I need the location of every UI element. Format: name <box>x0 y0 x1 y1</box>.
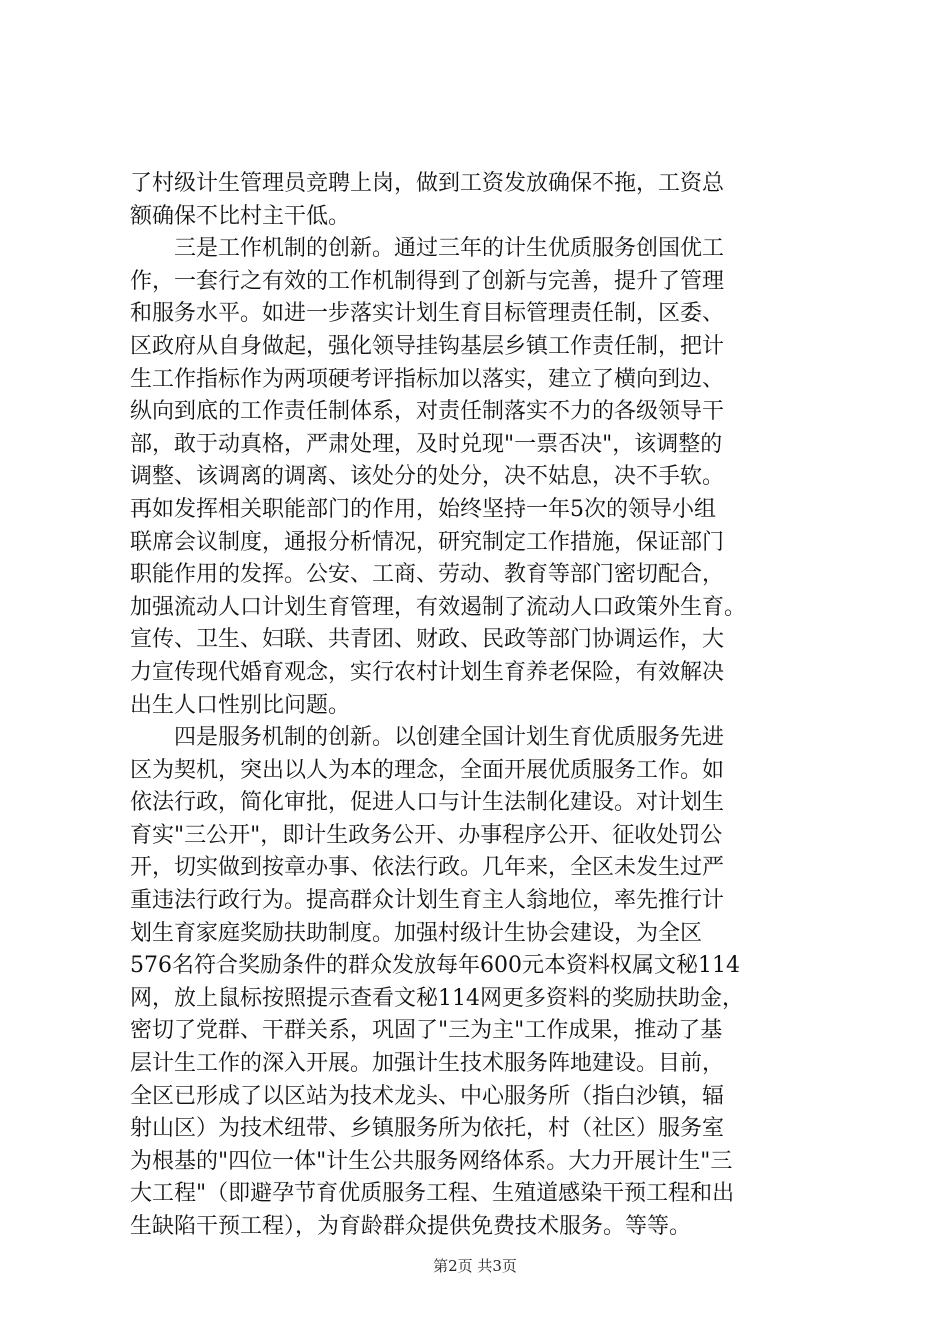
text-line: 开，切实做到按章办事、依法行政。几年来，全区未发生过严 <box>130 855 725 881</box>
text-line: 大工程"（即避孕节育优质服务工程、生殖道感染干预工程和出 <box>130 1181 735 1207</box>
text-line: 额确保不比村主干低。 <box>130 203 351 229</box>
page-number-footer: 第2页 共3页 <box>433 1257 517 1275</box>
text-line: 网，放上鼠标按照提示查看文秘114网更多资料的奖励扶助金， <box>130 985 744 1011</box>
text-line: 576名符合奖励条件的群众发放每年600元本资料权属文秘114 <box>130 953 740 979</box>
text-line: 联席会议制度，通报分析情况，研究制定工作措施，保证部门 <box>130 529 725 555</box>
text-line: 划生育家庭奖励扶助制度。加强村级计生协会建设，为全区 <box>130 920 703 946</box>
text-line: 育实"三公开"，即计生政务公开、办事程序公开、征收处罚公 <box>130 822 723 848</box>
text-line: 层计生工作的深入开展。加强计生技术服务阵地建设。目前， <box>130 1051 725 1077</box>
text-line: 区政府从自身做起，强化领导挂钩基层乡镇工作责任制，把计 <box>130 333 725 359</box>
text-line: 职能作用的发挥。公安、工商、劳动、教育等部门密切配合， <box>130 562 725 588</box>
text-line: 密切了党群、干群关系，巩固了"三为主"工作成果，推动了基 <box>130 1018 723 1044</box>
text-line: 为根基的"四位一体"计生公共服务网络体系。大力开展计生"三 <box>130 1148 733 1174</box>
text-line: 生工作指标作为两项硬考评指标加以落实，建立了横向到边、 <box>130 366 725 392</box>
text-line: 加强流动人口计划生育管理，有效遏制了流动人口政策外生育。 <box>130 594 747 620</box>
text-line: 和服务水平。如进一步落实计划生育目标管理责任制，区委、 <box>130 301 725 327</box>
text-line: 力宣传现代婚育观念，实行农村计划生育养老保险，有效解决 <box>130 659 725 685</box>
text-line: 四是服务机制的创新。以创建全国计划生育优质服务先进 <box>130 725 725 751</box>
text-line: 部，敢于动真格，严肃处理，及时兑现"一票否决"，该调整的 <box>130 431 723 457</box>
text-line: 全区已形成了以区站为技术龙头、中心服务所（指白沙镇，辐 <box>130 1083 725 1109</box>
text-line: 三是工作机制的创新。通过三年的计生优质服务创国优工 <box>130 236 725 262</box>
text-line: 出生人口性别比问题。 <box>130 692 351 718</box>
text-line: 射山区）为技术纽带、乡镇服务所为依托，村（社区）服务室 <box>130 1116 725 1142</box>
text-line: 再如发挥相关职能部门的作用，始终坚持一年5次的领导小组 <box>130 496 716 522</box>
text-line: 重违法行政行为。提高群众计划生育主人翁地位，率先推行计 <box>130 888 725 914</box>
text-line: 宣传、卫生、妇联、共青团、财政、民政等部门协调运作，大 <box>130 627 725 653</box>
body-text <box>130 168 830 1244</box>
text-line: 作，一套行之有效的工作机制得到了创新与完善，提升了管理 <box>130 268 725 294</box>
text-line: 纵向到底的工作责任制体系，对责任制落实不力的各级领导干 <box>130 399 725 425</box>
text-line: 调整、该调离的调离、该处分的处分，决不姑息，决不手软。 <box>130 464 725 490</box>
text-line: 区为契机，突出以人为本的理念，全面开展优质服务工作。如 <box>130 757 725 783</box>
text-line: 依法行政，简化审批，促进人口与计生法制化建设。对计划生 <box>130 790 725 816</box>
text-line: 生缺陷干预工程），为育龄群众提供免费技术服务。等等。 <box>130 1214 692 1239</box>
text-line: 了村级计生管理员竞聘上岗，做到工资发放确保不拖，工资总 <box>130 171 725 196</box>
